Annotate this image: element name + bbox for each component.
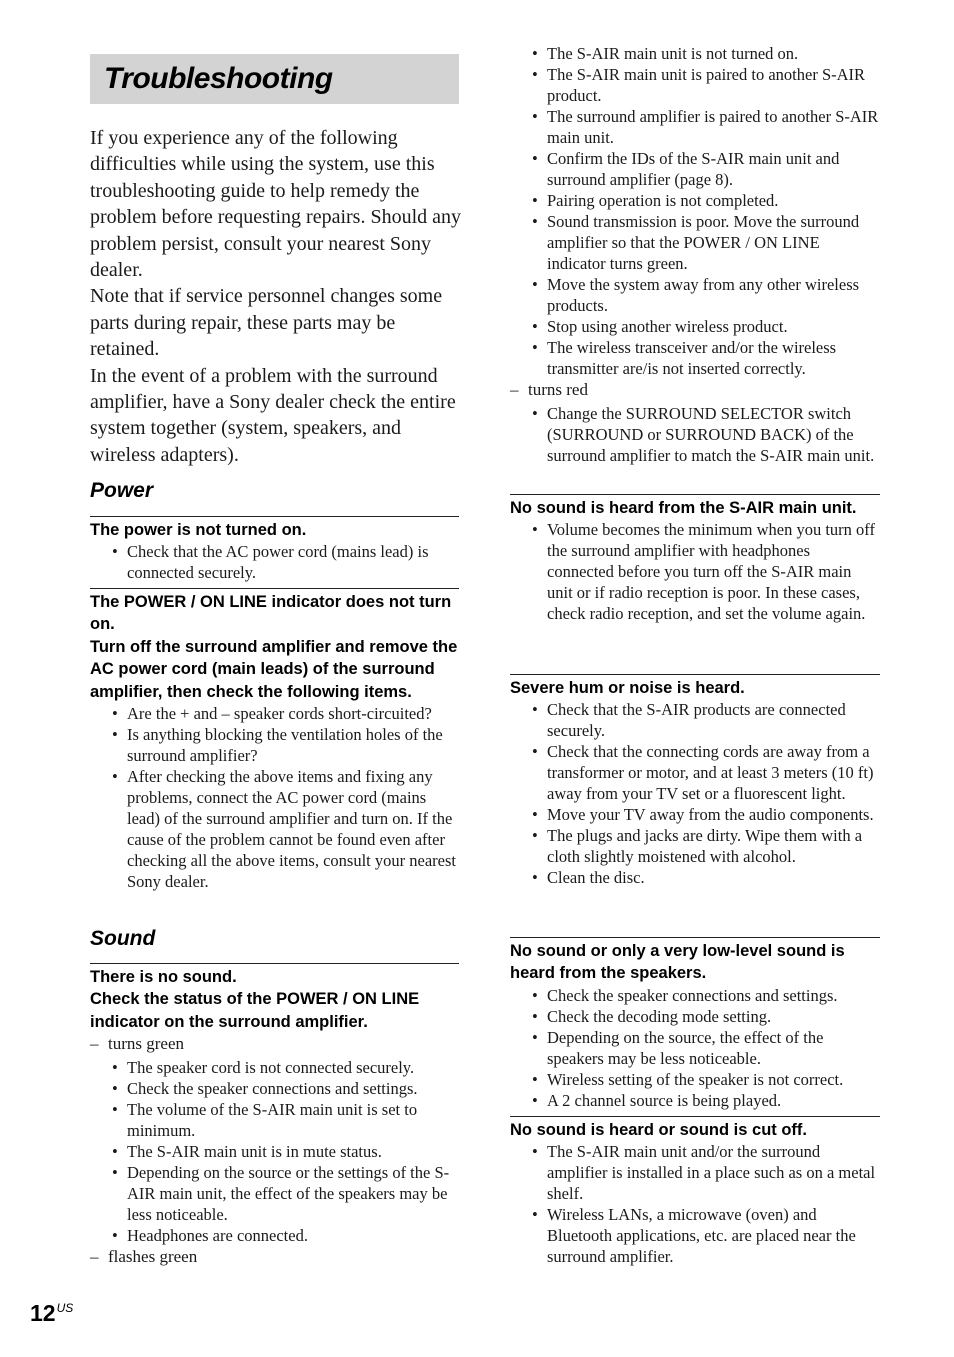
page-number <box>30 1300 73 1327</box>
list-item: • Check the speaker connections and settings. <box>510 985 880 1006</box>
sound-q4 <box>510 937 880 1111</box>
check-list <box>90 1057 459 1246</box>
list-item: • Move your TV away from the audio components. <box>510 804 880 825</box>
status-label: turns green <box>108 1034 185 1054</box>
status-label: turns red <box>528 380 588 399</box>
power-q2 <box>90 588 459 892</box>
check-list <box>510 519 880 624</box>
page-title: Troubleshooting <box>104 62 333 95</box>
problem-heading: Severe hum or noise is heard. <box>510 679 745 697</box>
list-item: • The S-AIR main unit is in mute status. <box>90 1141 459 1162</box>
list-item: • Headphones are connected. <box>90 1225 459 1246</box>
check-list <box>510 1141 880 1267</box>
list-item: • Check the decoding mode setting. <box>510 1006 880 1027</box>
list-item: • Wireless setting of the speaker is not correct. <box>510 1069 880 1090</box>
list-item: • Pairing operation is not completed. <box>510 190 882 211</box>
list-item: • Depending on the source or the settings of the S-AIR main unit, the effect of the speakers may be less noticeable. <box>90 1162 459 1225</box>
status-flashes-green: – flashes green <box>90 1247 198 1267</box>
section-title-sound: Sound <box>90 927 156 950</box>
list-item: • Are the + and – speaker cords short-circuited? <box>90 703 459 724</box>
list-item: • Check that the S-AIR products are connected securely. <box>510 699 880 741</box>
sound-section <box>90 926 459 952</box>
list-item: • Move the system away from any other wireless products. <box>510 274 882 316</box>
list-item: • Change the SURROUND SELECTOR switch (SURROUND or SURROUND BACK) of the surround amplifier to match the S-AIR main unit. <box>510 403 882 466</box>
list-item: • The S-AIR main unit and/or the surround amplifier is installed in a place such as on a metal shelf. <box>510 1141 880 1204</box>
problem-heading: The power is not turned on. <box>90 521 307 539</box>
list-item: • Confirm the IDs of the S-AIR main unit and surround amplifier (page 8). <box>510 148 882 190</box>
check-list <box>510 699 880 888</box>
problem-heading: No sound is heard or sound is cut off. <box>510 1121 808 1139</box>
list-item: • Wireless LANs, a microwave (oven) and Bluetooth applications, etc. are placed near the surround amplifier. <box>510 1204 880 1267</box>
sound-q5 <box>510 1116 880 1267</box>
list-item: • Is anything blocking the ventilation holes of the surround amplifier? <box>90 724 459 766</box>
list-item: • The volume of the S-AIR main unit is set to minimum. <box>90 1099 459 1141</box>
list-item: • Clean the disc. <box>510 867 880 888</box>
list-item: • The S-AIR main unit is not turned on. <box>510 43 882 64</box>
list-item: • Depending on the source, the effect of the speakers may be less noticeable. <box>510 1027 880 1069</box>
check-list <box>90 541 459 583</box>
status-turns-red: – turns red <box>510 380 588 399</box>
intro-paragraph: In the event of a problem with the surround amplifier, have a Sony dealer check the entire system together (system, speakers, and wireless adapters). <box>90 364 456 466</box>
intro-text <box>90 125 462 468</box>
power-section <box>90 478 459 504</box>
flash-green-list <box>510 43 882 466</box>
list-item: • The wireless transceiver and/or the wireless transmitter are/is not inserted correctly. <box>510 337 882 379</box>
title-bar <box>90 54 459 104</box>
list-item: • After checking the above items and fixing any problems, connect the AC power cord (mains lead) of the surround amplifier and turn on. If the cause of the problem cannot be found even after checking all the above items, consult your nearest Sony dealer. <box>90 766 459 892</box>
divider <box>510 674 880 675</box>
power-q1 <box>90 516 459 583</box>
check-list <box>510 985 880 1111</box>
divider <box>510 1116 880 1117</box>
list-item: • The surround amplifier is paired to another S-AIR main unit. <box>510 106 882 148</box>
list-item: • Check that the connecting cords are away from a transformer or motor, and at least 3 meters (10 ft) away from your TV set or a fluorescent light. <box>510 741 880 804</box>
list-item: • Sound transmission is poor. Move the surround amplifier so that the POWER / ON LINE indicator turns green. <box>510 211 882 274</box>
list-item: • The S-AIR main unit is paired to another S-AIR product. <box>510 64 882 106</box>
divider <box>510 494 880 495</box>
list-item: • Check that the AC power cord (mains lead) is connected securely. <box>90 541 459 583</box>
list-item: • Stop using another wireless product. <box>510 316 882 337</box>
list-item: • The plugs and jacks are dirty. Wipe them with a cloth slightly moistened with alcohol. <box>510 825 880 867</box>
list-item: • Check the speaker connections and settings. <box>90 1078 459 1099</box>
instruction-heading: Check the status of the POWER / ON LINE indicator on the surround amplifier. <box>90 990 420 1031</box>
page-number-value: 12 <box>30 1300 56 1326</box>
status-turns-green: – turns green <box>90 1034 185 1054</box>
divider <box>510 937 880 938</box>
problem-heading: There is no sound. <box>90 968 237 986</box>
sound-q1 <box>90 963 459 1268</box>
list-item: • The speaker cord is not connected securely. <box>90 1057 459 1078</box>
page-number-suffix: US <box>56 1301 74 1315</box>
section-title-power: Power <box>90 479 154 502</box>
divider <box>90 516 459 517</box>
sound-q2 <box>510 494 880 624</box>
problem-heading: No sound is heard from the S-AIR main unit. <box>510 499 857 517</box>
instruction-heading: Turn off the surround amplifier and remove the AC power cord (main leads) of the surround amplifier, then check the following items. <box>90 637 458 701</box>
sound-q3 <box>510 674 880 888</box>
problem-heading: The POWER / ON LINE indicator does not turn on. <box>90 593 452 634</box>
problem-heading: No sound or only a very low-level sound is heard from the speakers. <box>510 942 845 983</box>
list-item: • A 2 channel source is being played. <box>510 1090 880 1111</box>
check-list <box>90 703 459 892</box>
status-label: flashes green <box>108 1247 198 1267</box>
check-list <box>510 403 882 466</box>
list-item: • Volume becomes the minimum when you turn off the surround amplifier with headphones connected before you turn off the S-AIR main unit or if radio reception is poor. In these cases, check radio reception, and set the volume again. <box>510 519 880 624</box>
intro-paragraph: Note that if service personnel changes some parts during repair, these parts may be retained. <box>90 285 443 361</box>
divider <box>90 963 459 964</box>
divider <box>90 588 459 589</box>
intro-paragraph: If you experience any of the following difficulties while using the system, use this troubleshooting guide to help remedy the problem before requesting repairs. Should any problem persist, consult your nearest Sony dealer. <box>90 127 462 282</box>
check-list <box>510 43 882 379</box>
